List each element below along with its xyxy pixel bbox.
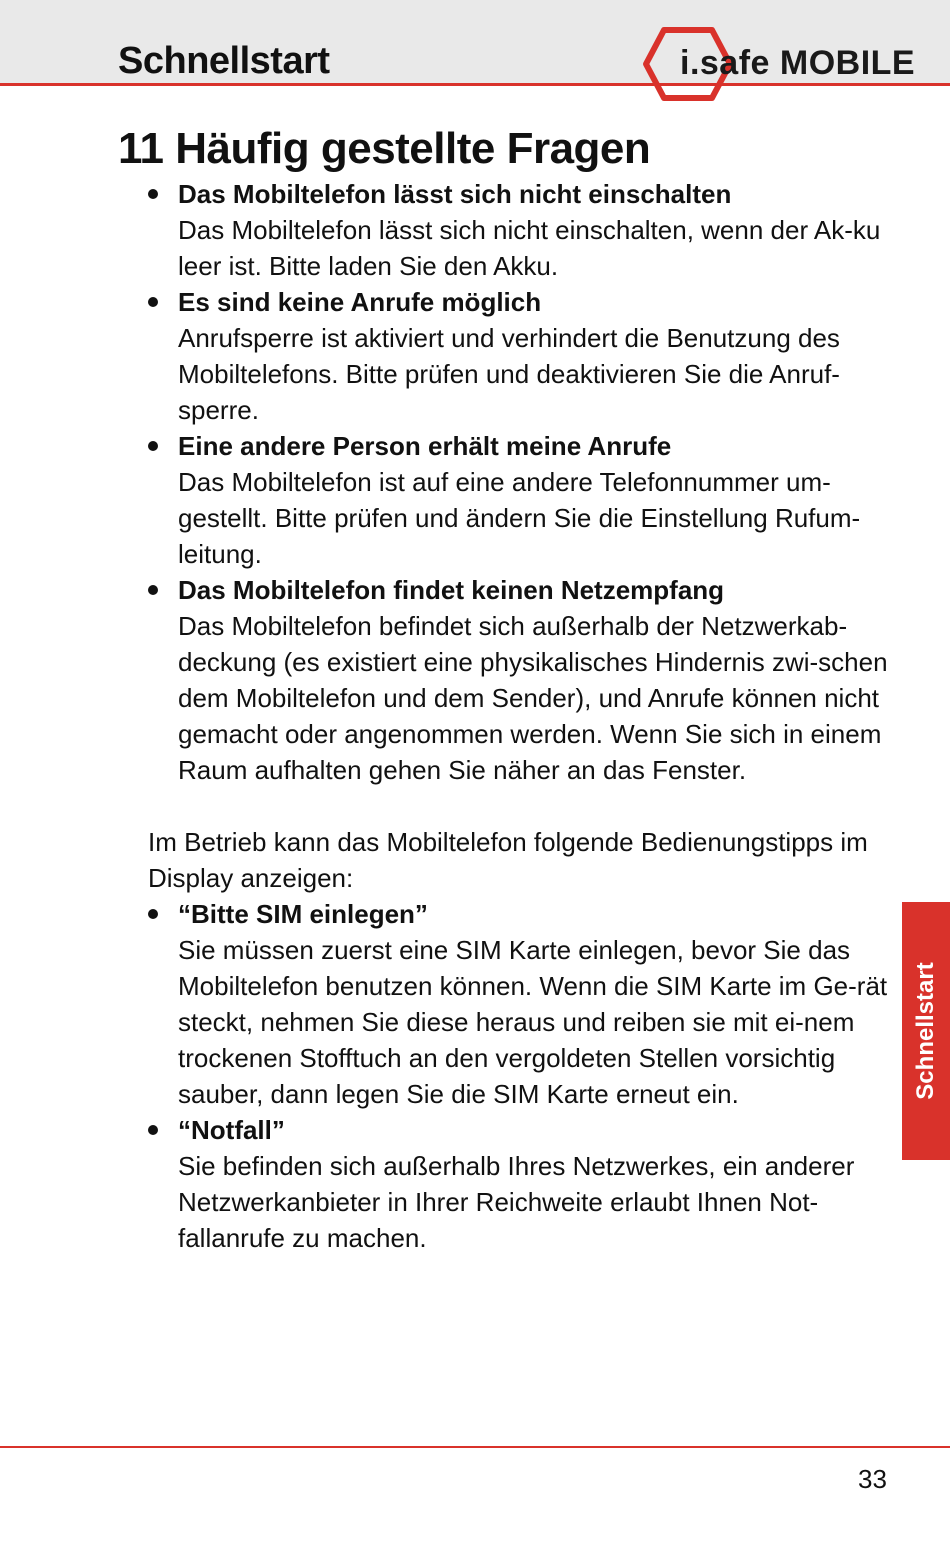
side-tab-label: Schnellstart xyxy=(912,962,939,1100)
faq-answer: Das Mobiltelefon lässt sich nicht einschalten, wenn der Ak-ku leer ist. Bitte laden Sie den Akku. xyxy=(178,215,881,281)
section-title: 11 Häufig gestellte Fragen xyxy=(118,124,651,173)
faq-content xyxy=(148,176,888,1256)
display-tip-item xyxy=(148,896,888,1112)
bullet-icon xyxy=(148,585,158,595)
faq-question: Eine andere Person erhält meine Anrufe xyxy=(178,431,672,461)
page-number: 33 xyxy=(858,1464,887,1494)
intro-paragraph: Im Betrieb kann das Mobiltelefon folgende Bedienungstipps im Display anzeigen: xyxy=(148,827,868,893)
bullet-icon xyxy=(148,297,158,307)
faq-answer: Anrufsperre ist aktiviert und verhindert die Benutzung des Mobiltelefons. Bitte prüfen und deaktivieren Sie die Anruf-sperre. xyxy=(178,323,840,425)
bullet-icon xyxy=(148,189,158,199)
bullet-icon xyxy=(148,441,158,451)
bullet-icon xyxy=(148,1125,158,1135)
faq-item xyxy=(148,428,888,572)
faq-question: Das Mobiltelefon findet keinen Netzempfang xyxy=(178,575,725,605)
display-tip-text: Sie müssen zuerst eine SIM Karte einlegen, bevor Sie das Mobiltelefon benutzen können. Wenn die SIM Karte im Ge-rät steckt, nehmen Sie diese heraus und reiben sie mit ei-nem trockenen Stofftuch an den vergoldeten Stellen vorsichtig sauber, dann legen Sie die SIM Karte erneut ein. xyxy=(178,935,888,1109)
faq-answer: Das Mobiltelefon befindet sich außerhalb der Netzwerkab-deckung (es existiert eine physikalisches Hindernis zwi-schen dem Mobiltelefon und dem Sender), und Anrufe können nicht gemacht oder angenommen werden. Wenn Sie sich in einem Raum aufhalten gehen Sie näher an das Fenster. xyxy=(178,611,888,785)
bullet-icon xyxy=(148,909,158,919)
faq-question: Das Mobiltelefon lässt sich nicht einschalten xyxy=(178,179,732,209)
display-tip-title: “Notfall” xyxy=(178,1115,285,1145)
faq-item xyxy=(148,284,888,428)
faq-answer: Das Mobiltelefon ist auf eine andere Telefonnummer um-gestellt. Bitte prüfen und ändern Sie die Einstellung Rufum-leitung. xyxy=(178,467,861,569)
display-tip-text: Sie befinden sich außerhalb Ihres Netzwerkes, ein anderer Netzwerkanbieter in Ihrer Reichweite erlaubt Ihnen Not-fallanrufe zu machen. xyxy=(178,1151,855,1253)
header-title: Schnellstart xyxy=(118,40,330,82)
faq-item xyxy=(148,572,888,788)
header-rule xyxy=(0,83,950,86)
faq-item xyxy=(148,176,888,284)
display-tip-item xyxy=(148,1112,888,1256)
display-tip-title: “Bitte SIM einlegen” xyxy=(178,899,428,929)
faq-question: Es sind keine Anrufe möglich xyxy=(178,287,542,317)
footer-rule xyxy=(0,1446,950,1448)
brand-logo: i.safe MOBILE xyxy=(680,44,916,82)
